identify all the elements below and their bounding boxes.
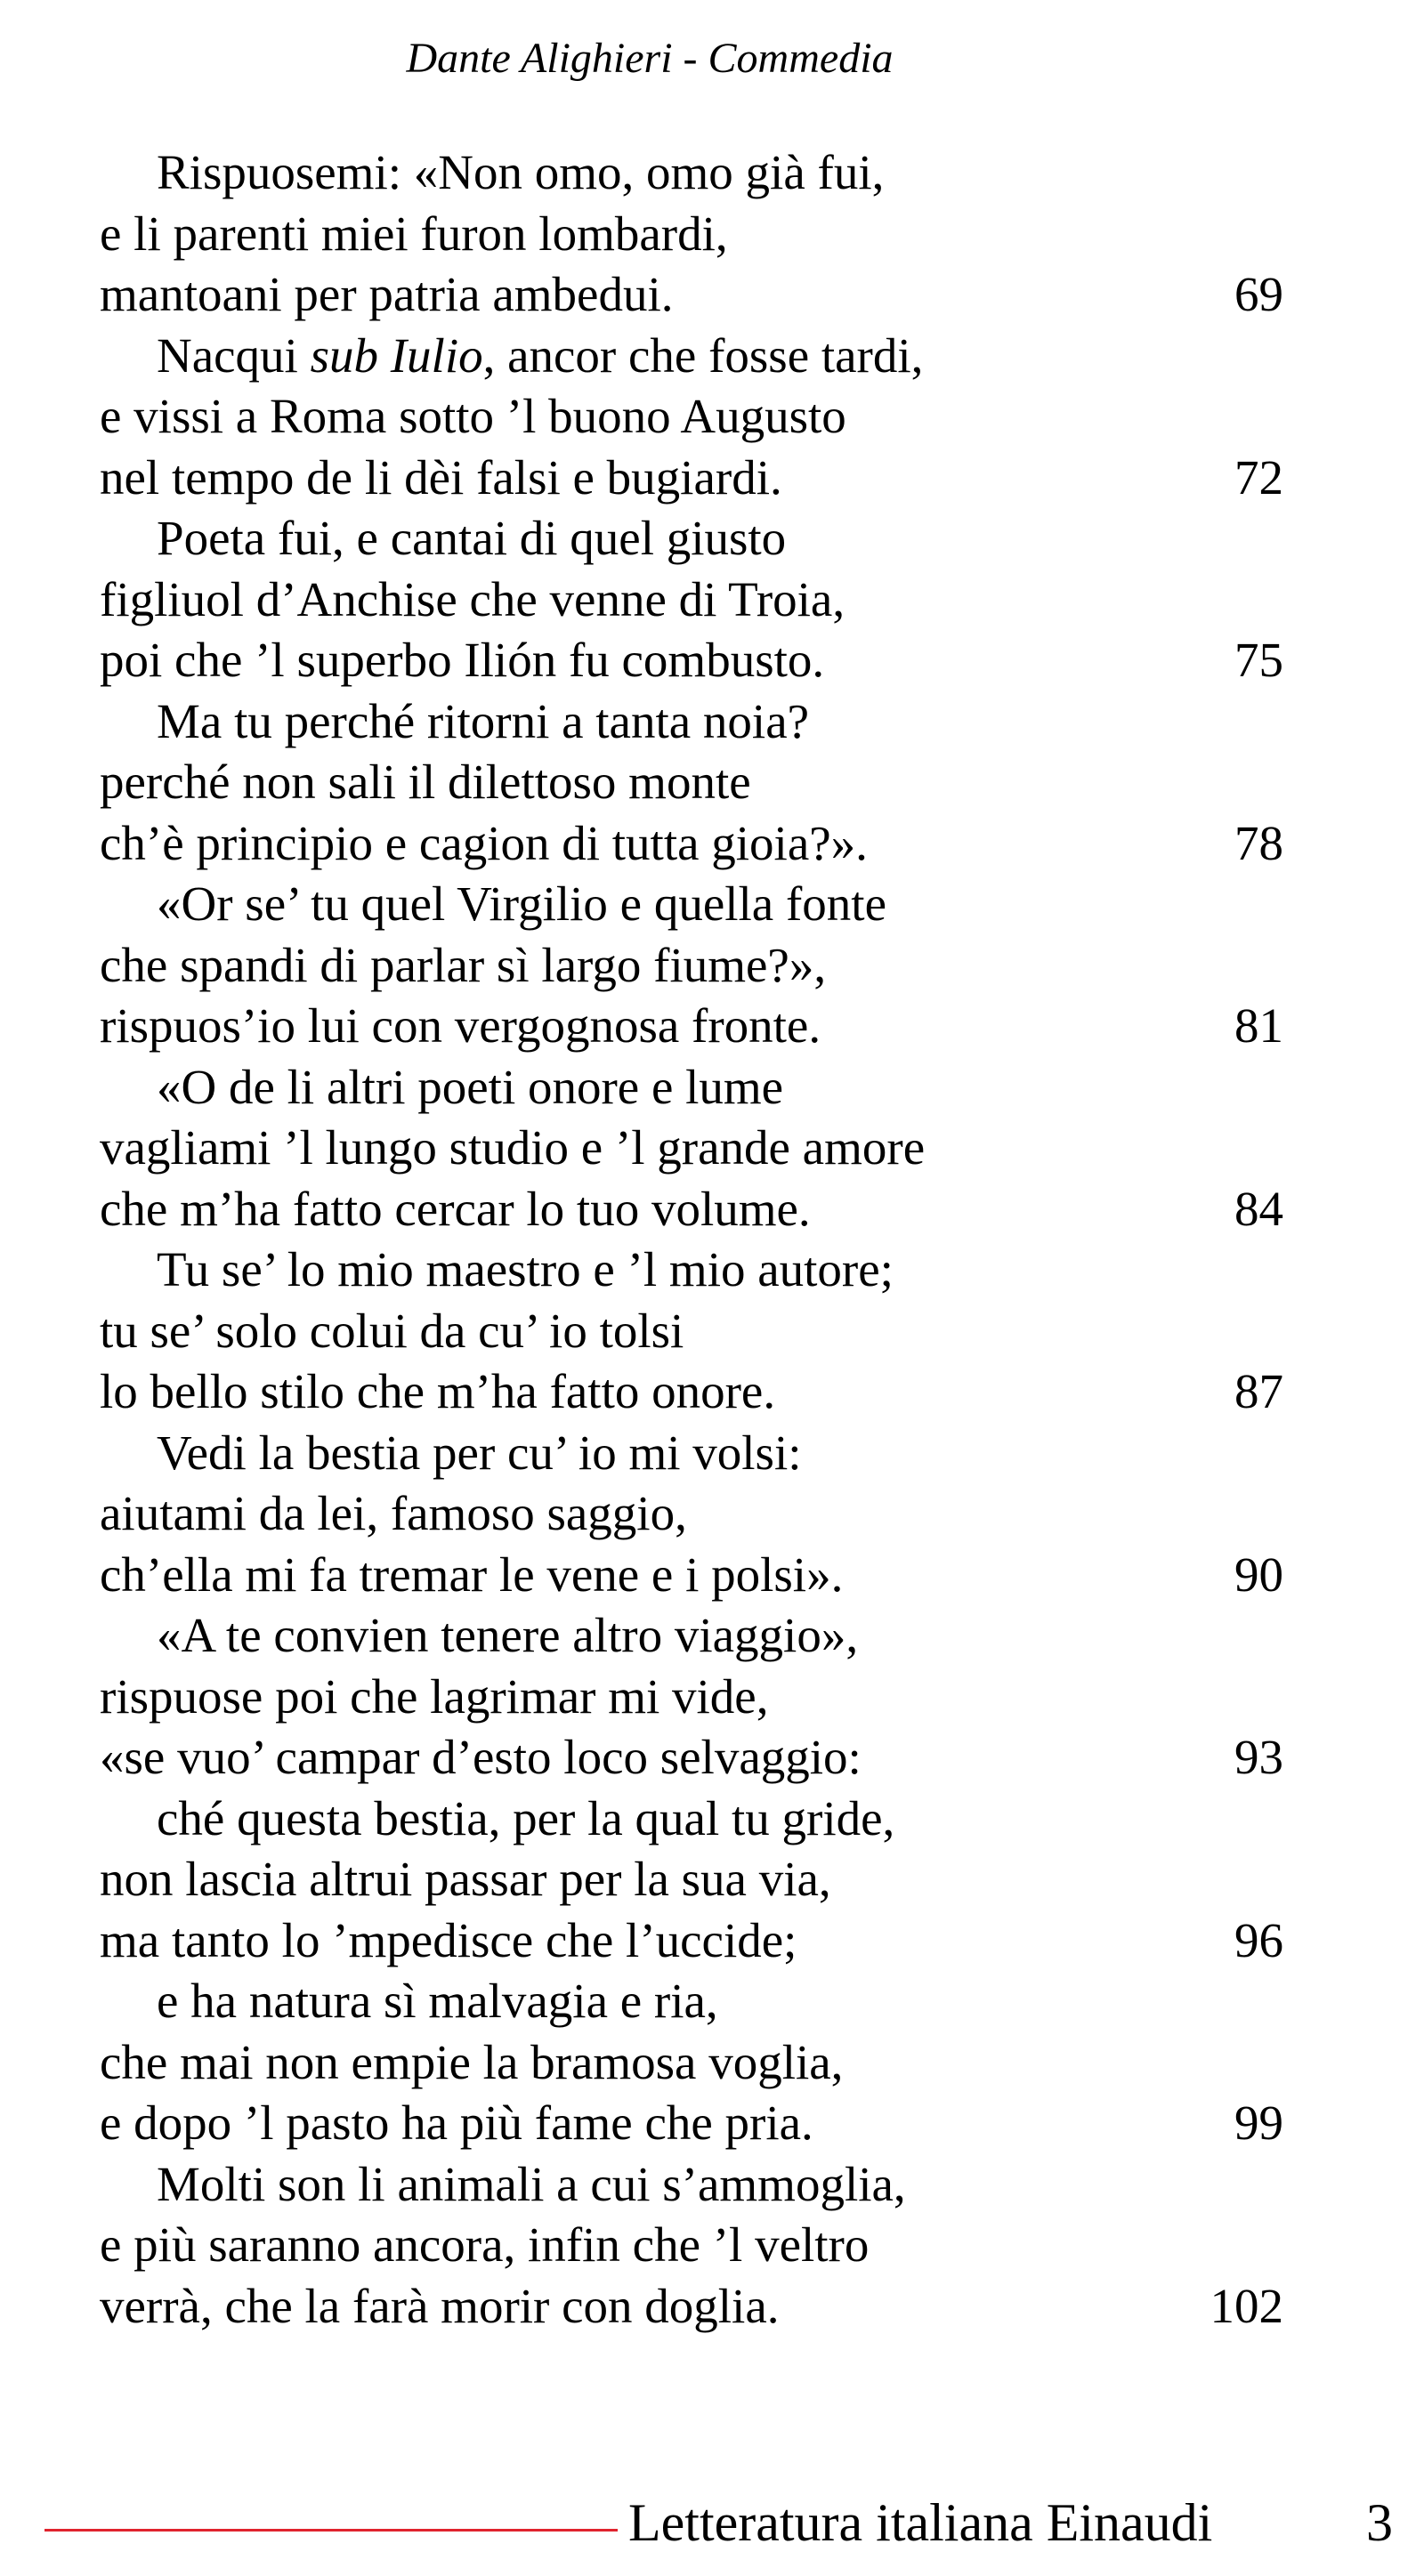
verse-text-segment: aiutami da lei, famoso saggio, (100, 1486, 687, 1540)
verse-line (100, 1910, 1283, 1972)
verse-line (100, 264, 1283, 326)
verse-line (100, 996, 1283, 1057)
verse-text-segment: Tu se’ lo mio maestro e ’l mio autore; (157, 1242, 894, 1296)
verse-text (100, 1425, 802, 1480)
verse-line (100, 2215, 1274, 2276)
verse-text-segment: tu se’ solo colui da cu’ io tolsi (100, 1303, 684, 1358)
verse-text-segment: «A te convien tenere altro viaggio», (157, 1608, 859, 1662)
verse-text (100, 2096, 813, 2150)
verse-line (100, 1179, 1283, 1240)
verse-text-segment: Poeta fui, e cantai di quel giusto (157, 511, 787, 565)
verse-line (100, 204, 1274, 265)
verse-line (100, 1361, 1283, 1423)
verse-text-segment: ch’ella mi fa tremar le vene e i polsi». (100, 1546, 844, 1602)
verse-text (100, 1730, 862, 1784)
verse-text (100, 1304, 684, 1358)
verse-number: 72 (1234, 449, 1283, 505)
verse-text (100, 755, 751, 809)
verse-text (100, 267, 673, 321)
verse-text-segment: Rispuosemi: «Non omo, omo già fui, (157, 145, 885, 199)
verse-text-segment: rispuos’io lui con vergognosa fronte. (100, 998, 821, 1053)
verse-text-segment: Nacqui (157, 327, 311, 383)
verse-text (100, 1913, 797, 1967)
verse-text-segment: ma tanto lo ’mpedisce che l’uccide; (100, 1912, 797, 1967)
verse-number: 75 (1234, 633, 1283, 687)
verse-text (100, 1242, 894, 1296)
verse-text (100, 1182, 811, 1236)
verse-line (100, 2276, 1283, 2338)
verse-text-segment: mantoani per patria ambedui. (100, 267, 674, 321)
verse-line (100, 326, 1274, 387)
verse-text-segment: ché questa bestia, per la qual tu gride, (157, 1790, 895, 1845)
verse-text-segment: ch’è principio e cagion di tutta gioia?». (100, 815, 868, 870)
verse-text (100, 1974, 718, 2028)
verse-line (100, 1789, 1274, 1850)
verse-line (100, 630, 1283, 691)
verse-line (100, 142, 1274, 204)
verse-text (100, 206, 728, 261)
verse-number: 69 (1234, 267, 1283, 321)
verse-line (100, 508, 1274, 569)
verse-line (100, 1301, 1274, 1362)
verse-text-segment: rispuose poi che lagrimar mi vide, (100, 1668, 769, 1724)
verse-line (100, 1667, 1274, 1728)
verse-line (100, 448, 1283, 509)
verse-text (100, 1791, 894, 1845)
verse-text (100, 1486, 687, 1540)
verse-number: 99 (1234, 2096, 1283, 2150)
running-header: Dante Alighieri - Commedia (406, 35, 894, 82)
verse-text (100, 1060, 783, 1114)
verse-block (100, 142, 1283, 2337)
footer-rule (44, 2529, 618, 2532)
verse-text (100, 389, 846, 443)
verse-line (100, 1727, 1283, 1789)
page-footer (0, 2483, 1424, 2563)
verse-text (100, 572, 845, 626)
verse-text (100, 2157, 906, 2211)
verse-text (100, 1364, 775, 1418)
verse-line (100, 1605, 1274, 1667)
verse-text (100, 2217, 869, 2272)
verse-text (100, 694, 809, 748)
verse-text (100, 145, 884, 199)
verse-line (100, 1057, 1274, 1118)
verse-text (100, 2035, 843, 2089)
verse-text (100, 1669, 768, 1724)
verse-line (100, 813, 1283, 875)
verse-text (100, 1547, 843, 1602)
verse-line (100, 1849, 1274, 1910)
verse-text-segment: , ancor che fosse tardi, (482, 327, 924, 383)
verse-text (100, 633, 824, 687)
verse-text-segment: perché non sali il dilettoso monte (100, 755, 751, 809)
verse-number: 78 (1234, 815, 1283, 870)
verse-line (100, 2154, 1274, 2216)
verse-text-segment: non lascia altrui passar per la sua via, (100, 1852, 831, 1906)
verse-text-segment: che m’ha fatto cercar lo tuo volume. (100, 1181, 811, 1236)
verse-line (100, 691, 1274, 753)
verse-line (100, 1483, 1274, 1545)
verse-text-segment: «se vuo’ campar d’esto loco selvaggio: (100, 1730, 862, 1784)
verse-text (100, 876, 886, 931)
verse-text-segment: Molti son li animali a cui s’ammoglia, (157, 2156, 906, 2211)
verse-number: 81 (1234, 998, 1283, 1053)
verse-text-segment: lo bello stilo che m’ha fatto onore. (100, 1364, 776, 1418)
verse-line (100, 874, 1274, 935)
verse-text-segment: poi che ’l superbo Ilión fu combusto. (100, 633, 825, 687)
verse-line (100, 1971, 1274, 2032)
verse-number: 96 (1234, 1912, 1283, 1967)
verse-text-segment: vagliami ’l lungo studio e ’l grande amore (100, 1120, 926, 1175)
verse-number: 84 (1234, 1181, 1283, 1236)
verse-text-segment: che spandi di parlar sì largo fiume?», (100, 937, 827, 992)
verse-number: 87 (1234, 1364, 1283, 1418)
verse-line (100, 935, 1274, 997)
verse-text (100, 511, 786, 565)
verse-text (100, 328, 923, 383)
verse-text-segment: «O de li altri poeti onore e lume (157, 1059, 784, 1114)
verse-italic-segment: sub Iulio (310, 327, 483, 383)
verse-text (100, 938, 826, 992)
verse-line (100, 386, 1274, 448)
footer-publisher: Letteratura italiana Einaudi (628, 2493, 1213, 2552)
verse-line (100, 2093, 1283, 2154)
verse-text (100, 2279, 780, 2333)
verse-text-segment: figliuol d’Anchise che venne di Troia, (100, 571, 846, 626)
verse-text-segment: «Or se’ tu quel Virgilio e quella fonte (157, 876, 886, 931)
verse-text (100, 1852, 831, 1906)
verse-text-segment: Vedi la bestia per cu’ io mi volsi: (157, 1425, 802, 1480)
verse-text (100, 450, 782, 505)
verse-text-segment: e li parenti miei furon lombardi, (100, 206, 728, 261)
verse-text-segment: e più saranno ancora, infin che ’l veltro (100, 2217, 870, 2272)
verse-line (100, 1240, 1274, 1301)
verse-text-segment: Ma tu perché ritorni a tanta noia? (157, 693, 810, 748)
verse-line (100, 569, 1274, 631)
verse-line (100, 1118, 1274, 1179)
verse-line (100, 752, 1274, 813)
verse-line (100, 1545, 1283, 1606)
verse-line (100, 2032, 1274, 2094)
verse-number: 93 (1234, 1730, 1283, 1784)
verse-line (100, 1423, 1274, 1484)
verse-text (100, 1120, 925, 1175)
verse-text-segment: e dopo ’l pasto ha più fame che pria. (100, 2096, 813, 2150)
verse-text-segment: verrà, che la farà morir con doglia. (100, 2278, 780, 2333)
verse-text (100, 1608, 858, 1662)
verse-text-segment: e ha natura sì malvagia e ria, (157, 1974, 718, 2028)
verse-text-segment: nel tempo de li dèi falsi e bugiardi. (100, 449, 782, 505)
verse-text (100, 998, 821, 1053)
page-number: 3 (1366, 2493, 1393, 2552)
verse-text-segment: e vissi a Roma sotto ’l buono Augusto (100, 389, 846, 443)
verse-text (100, 816, 868, 870)
verse-text-segment: che mai non empie la bramosa voglia, (100, 2034, 844, 2089)
verse-number: 102 (1210, 2278, 1283, 2333)
verse-number: 90 (1234, 1546, 1283, 1602)
